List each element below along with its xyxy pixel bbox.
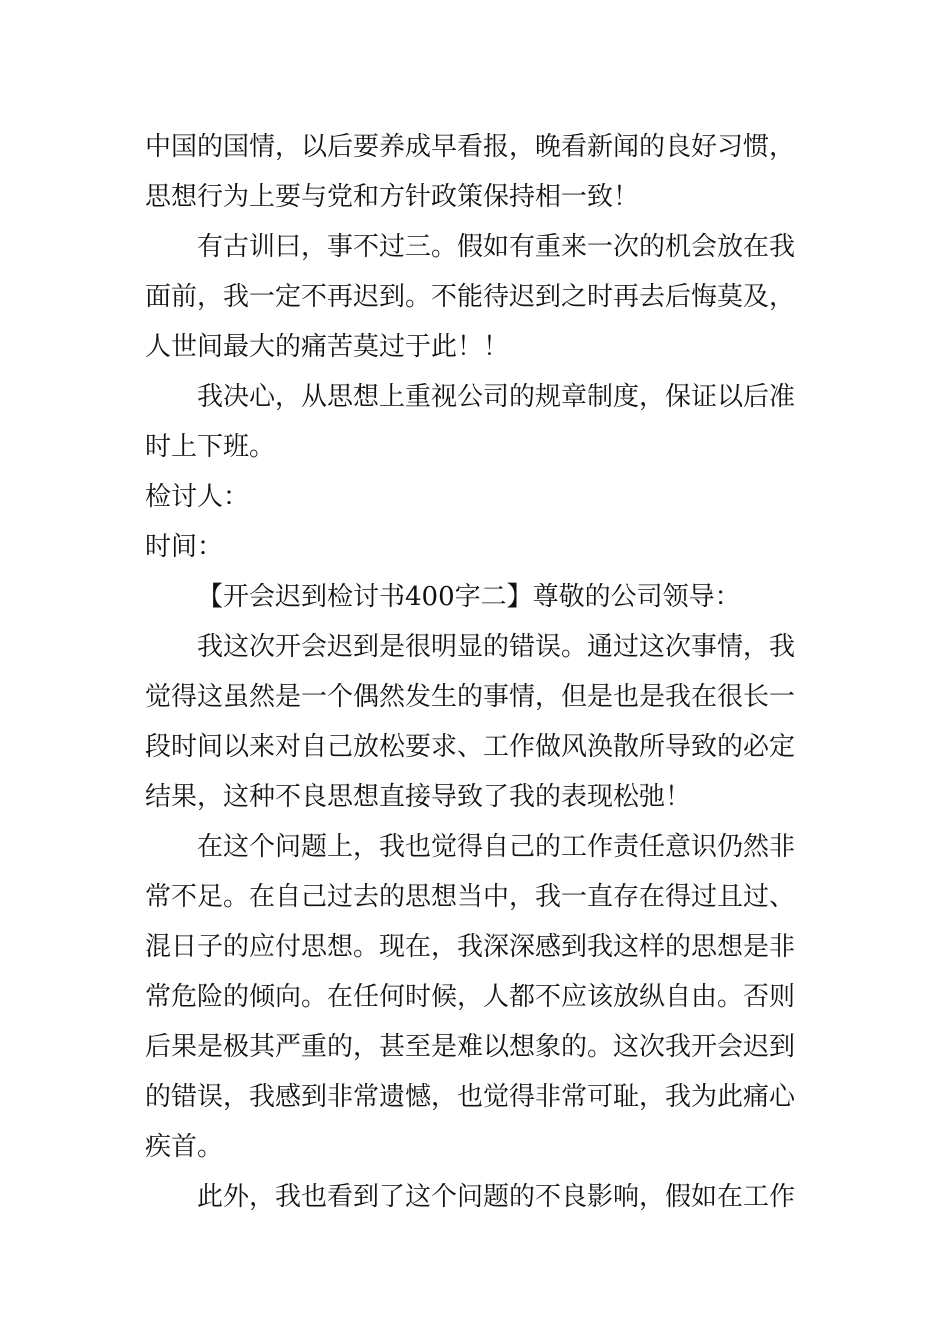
text-line: 混日子的应付思想。现在，我深深感到我这样的思想是非 bbox=[145, 932, 796, 962]
section-heading: 【开会迟到检讨书400字二】尊敬的公司领导： bbox=[197, 582, 741, 612]
text-line: 思想行为上要与党和方针政策保持相一致！ bbox=[145, 182, 640, 212]
text-line: 觉得这虽然是一个偶然发生的事情，但是也是我在很长一 bbox=[145, 682, 796, 712]
reviewer-label: 检讨人： bbox=[145, 482, 250, 512]
text-line: 的错误，我感到非常遗憾，也觉得非常可耻，我为此痛心 bbox=[145, 1082, 796, 1112]
text-line: 疾首。 bbox=[145, 1132, 224, 1162]
text-line: 中国的国情，以后要养成早看报，晚看新闻的良好习惯， bbox=[145, 132, 796, 162]
paragraph-start-line: 有古训曰，事不过三。假如有重来一次的机会放在我 bbox=[197, 232, 796, 262]
paragraph-start-line: 此外，我也看到了这个问题的不良影响，假如在工作 bbox=[197, 1182, 796, 1212]
text-line: 段时间以来对自己放松要求、工作做风涣散所导致的必定 bbox=[145, 732, 796, 762]
text-line: 结果，这种不良思想直接导致了我的表现松弛！ bbox=[145, 782, 692, 812]
paragraph-start-line: 我这次开会迟到是很明显的错误。通过这次事情，我 bbox=[197, 632, 796, 662]
text-line: 后果是极其严重的，甚至是难以想象的。这次我开会迟到 bbox=[145, 1032, 796, 1062]
document-body bbox=[145, 122, 810, 1222]
text-line: 面前，我一定不再迟到。不能待迟到之时再去后悔莫及， bbox=[145, 282, 796, 312]
date-label: 时间： bbox=[145, 532, 224, 562]
text-line: 人世间最大的痛苦莫过于此！！ bbox=[145, 332, 510, 362]
paragraph-start-line: 在这个问题上，我也觉得自己的工作责任意识仍然非 bbox=[197, 832, 796, 862]
paragraph-start-line: 我决心，从思想上重视公司的规章制度，保证以后准 bbox=[197, 382, 796, 412]
text-line: 常不足。在自己过去的思想当中，我一直存在得过且过、 bbox=[145, 882, 796, 912]
text-line: 常危险的倾向。在任何时候，人都不应该放纵自由。否则 bbox=[145, 982, 796, 1012]
text-line: 时上下班。 bbox=[145, 432, 276, 462]
